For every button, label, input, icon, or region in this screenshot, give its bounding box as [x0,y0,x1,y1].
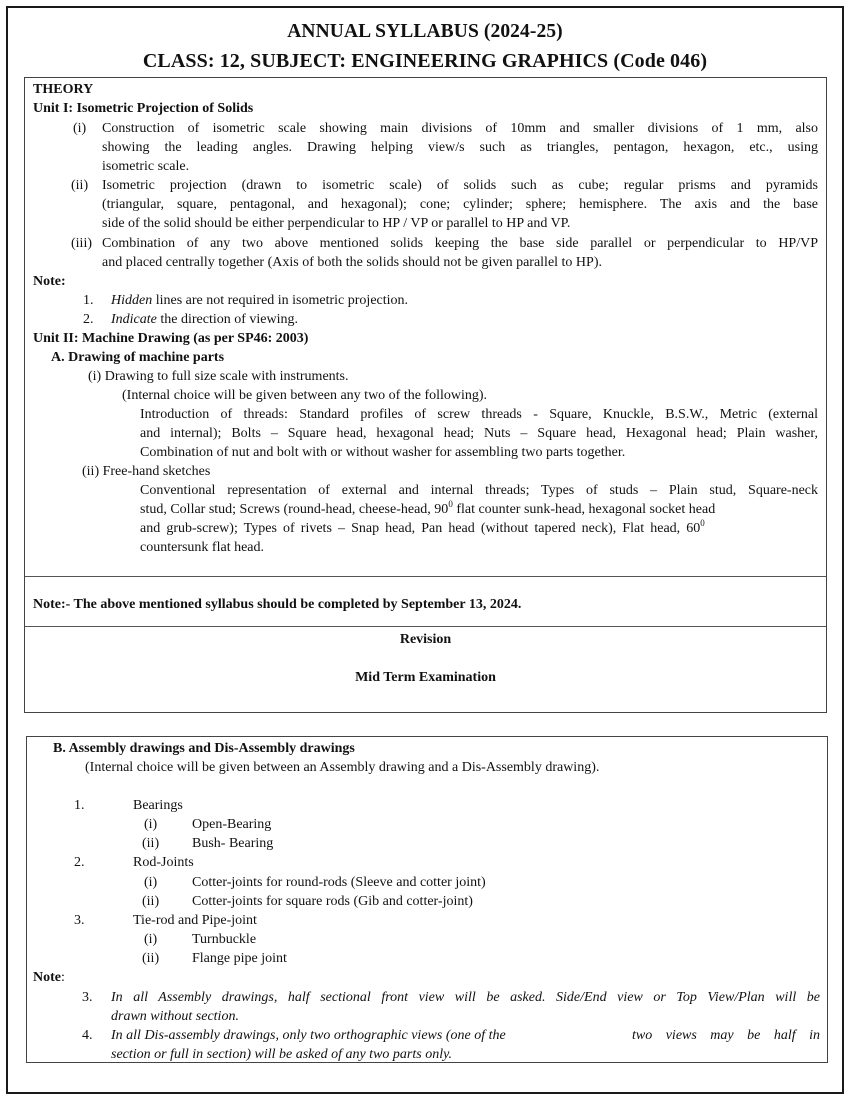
note-line: section or full in section) will be asked of any two parts only. [111,1047,453,1062]
note-number: 3. [82,990,93,1005]
list-item-line: side of the solid should be either perpendicular to HP / VP or parallel to HP and VP. [102,216,571,231]
subsection-i-line: and internal); Bolts – Square head, hexagonal head; Nuts – Square head, Hexagonal head; Plain washer, [140,426,818,441]
note-line: In all Assembly drawings, half sectional front view will be asked. Side/End view or Top View/Plan will be [111,990,820,1005]
note-number: 4. [82,1028,93,1043]
note-label: Note [33,970,61,985]
list-item-line: and placed centrally together (Axis of both the solids should not be given parallel to HP). [102,255,602,270]
subsection-i-label: (i) Drawing to full size scale with instruments. [88,369,349,384]
theory-heading: THEORY [33,82,94,97]
list-number: (ii) [71,178,89,193]
subsection-ii-line [140,500,715,519]
note-emphasis: Hidden [111,293,153,308]
sub-number: (i) [144,932,158,947]
note-colon: : [61,970,65,985]
sub-number: (i) [144,817,158,832]
sub-item: Turnbuckle [192,932,257,947]
subsection-i-choice: (Internal choice will be given between any two of the following). [122,388,488,403]
assembly-section-box [26,736,828,1063]
list-number: (i) [73,121,87,136]
list-item-line: showing the leading angles. Drawing helping view/s such as triangles, pentagon, hexagon, etc., using [102,140,818,155]
note-label: Note: [33,274,66,289]
section-a-title: A. Drawing of machine parts [51,350,225,365]
group-name: Rod-Joints [133,855,194,870]
subsection-ii-line: Conventional representation of external and internal threads; Types of studs – Plain stud, Square-neck [140,483,818,498]
list-item-line: (triangular, square, pentagonal, and hexagonal); cone; cylinder; sphere; hemisphere. The axis and the base [102,197,818,212]
list-item-line: isometric scale. [102,159,190,174]
note-rest: lines are not required in isometric projection. [152,293,409,308]
note-text [111,310,298,329]
unit1-title: Unit I: Isometric Projection of Solids [33,101,254,116]
divider [25,576,826,577]
group-number: 3. [74,913,85,928]
revision-label: Revision [399,632,452,647]
subsection-i-line: Introduction of threads: Standard profiles of screw threads - Square, Knuckle, B.S.W., Metric (external [140,407,818,422]
unit2-title: Unit II: Machine Drawing (as per SP46: 2003) [33,331,309,346]
group-name: Bearings [133,798,183,813]
list-item-line: Isometric projection (drawn to isometric scale) of solids such as cube; regular prisms and pyramids [102,178,818,193]
note-heading [33,968,65,987]
sub-number: (ii) [142,951,160,966]
subsection-ii-line: countersunk flat head. [140,540,265,555]
section-b-choice: (Internal choice will be given between an Assembly drawing and a Dis-Assembly drawing). [85,760,600,775]
sub-item: Cotter-joints for round-rods (Sleeve and cotter joint) [192,875,486,890]
syllabus-title: ANNUAL SYLLABUS (2024-25) [287,21,563,42]
group-name: Tie-rod and Pipe-joint [133,913,257,928]
group-number: 1. [74,798,85,813]
group-number: 2. [74,855,85,870]
sub-item: Open-Bearing [192,817,272,832]
degree-superscript: 0 [448,499,453,509]
note-line: In all Dis-assembly drawings, only two orthographic views (one of the [111,1028,506,1043]
class-subject-title: CLASS: 12, SUBJECT: ENGINEERING GRAPHICS (Code 046) [142,50,708,72]
degree-superscript: 0 [700,518,705,528]
subsection-ii-line [140,519,818,538]
note-rest: the direction of viewing. [156,312,299,327]
note-text [111,291,408,310]
divider [25,626,826,627]
list-item-line: Construction of isometric scale showing main divisions of 10mm and smaller divisions of 1 mm, also [102,121,818,136]
list-item-line: Combination of any two above mentioned solids keeping the base side parallel or perpendicular to HP/VP [102,236,818,251]
completion-note: Note:- The above mentioned syllabus should be completed by September 13, 2024. [33,597,522,612]
sub-item: Bush- Bearing [192,836,274,851]
note-number: 2. [83,312,94,327]
line-part: stud, Collar stud; Screws (round-head, cheese-head, 90 [140,502,449,517]
line-part: flat counter sunk-head, hexagonal socket head [452,502,716,517]
note-line: drawn without section. [111,1009,239,1024]
midterm-label: Mid Term Examination [355,670,496,685]
sub-number: (i) [144,875,158,890]
note-emphasis: Indicate [111,312,157,327]
subsection-i-line: Combination of nut and bolt with or without washer for assembling two parts together. [140,445,626,460]
theory-box [24,77,827,713]
section-b-title: B. Assembly drawings and Dis-Assembly drawings [53,741,355,756]
sub-item: Flange pipe joint [192,951,287,966]
subsection-ii-label: (ii) Free-hand sketches [82,464,211,479]
note-line: two views may be half in [632,1028,820,1043]
line-part: and grub-screw); Types of rivets – Snap head, Pan head (without tapered neck), Flat head, 60 [140,521,701,536]
sub-number: (ii) [142,836,160,851]
list-number: (iii) [71,236,92,251]
note-number: 1. [83,293,94,308]
sub-item: Cotter-joints for square rods (Gib and cotter-joint) [192,894,473,909]
sub-number: (ii) [142,894,160,909]
